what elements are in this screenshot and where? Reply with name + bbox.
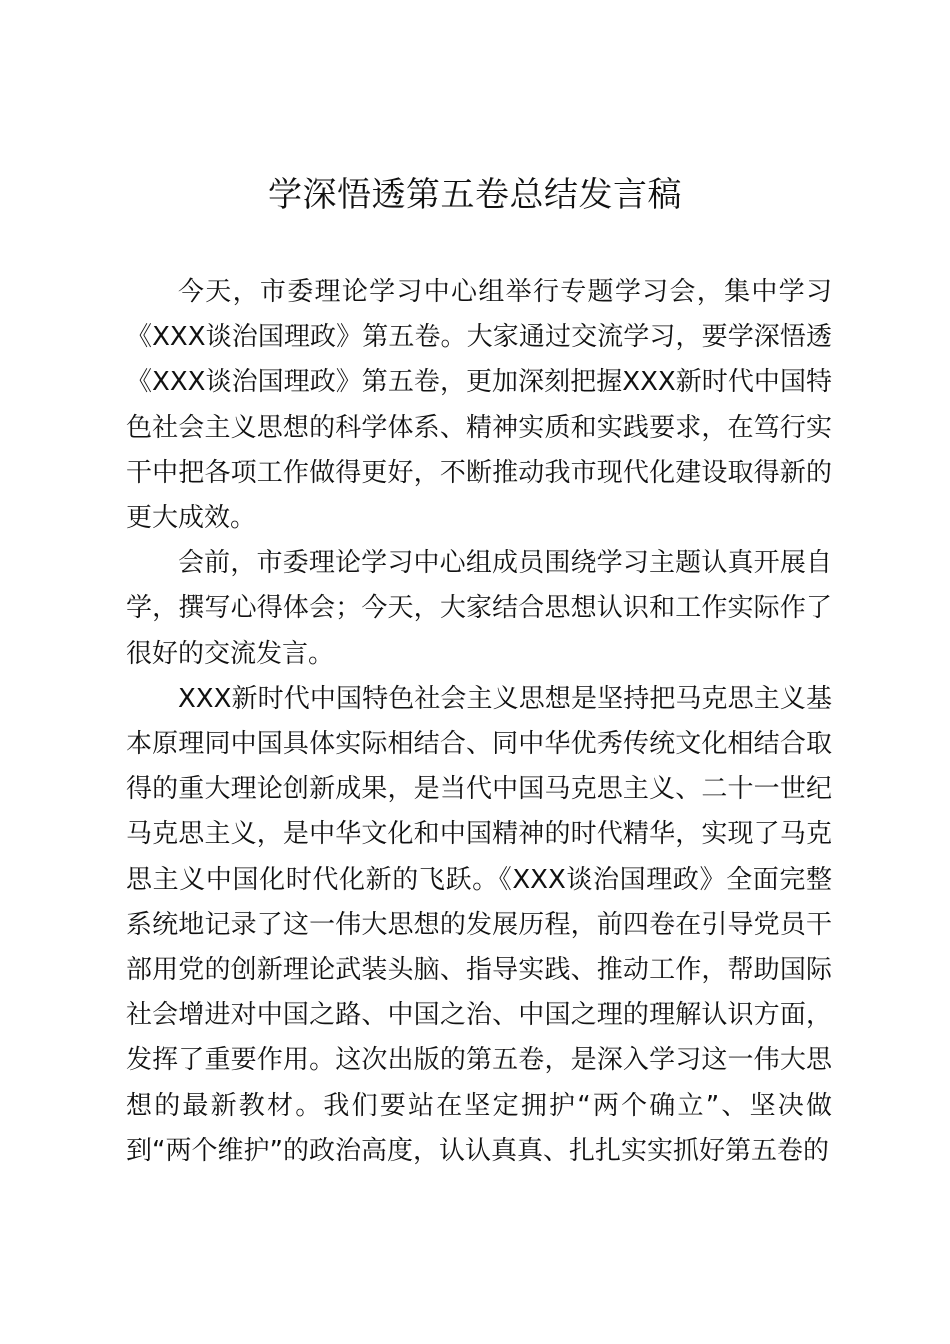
paragraph-thought: XXX新时代中国特色社会主义思想是坚持把马克思主义基本原理同中国具体实际相结合、同中华优秀传统文化相结合取得的重大理论创新成果，是当代中国马克思主义、二十一世纪马克思主义，是中华文化和中国精神的时代精华，实现了马克思主义中国化时代化新的飞跃。《XXX谈治国理政》全面完整系统地记录了这一伟大思想的发展历程，前四卷在引导党员干部用党的创新理论武装头脑、指导实践、推动工作，帮助国际社会增进对中国之路、中国之治、中国之理的理解认识方面，发挥了重要作用。这次出版的第五卷，是深入学习这一伟大思想的最新教材。我们要站在坚定拥护“两个确立”、坚决做到“两个维护”的政治高度，认认真真、扎扎实实抓好第五卷的 xyxy=(126,683,832,1166)
document-body xyxy=(126,270,832,1174)
document-title: 学深悟透第五卷总结发言稿 xyxy=(268,175,682,215)
paragraph-opening: 今天，市委理论学习中心组举行专题学习会，集中学习《XXX谈治国理政》第五卷。大家通过交流学习，要学深悟透《XXX谈治国理政》第五卷，更加深刻把握XXX新时代中国特色社会主义思想的科学体系、精神实质和实践要求，在笃行实干中把各项工作做得更好，不断推动我市现代化建设取得新的更大成效。 xyxy=(126,277,832,534)
paragraph-pre-meeting: 会前，市委理论学习中心组成员围绕学习主题认真开展自学，撰写心得体会；今天，大家结合思想认识和工作实际作了很好的交流发言。 xyxy=(126,548,832,669)
